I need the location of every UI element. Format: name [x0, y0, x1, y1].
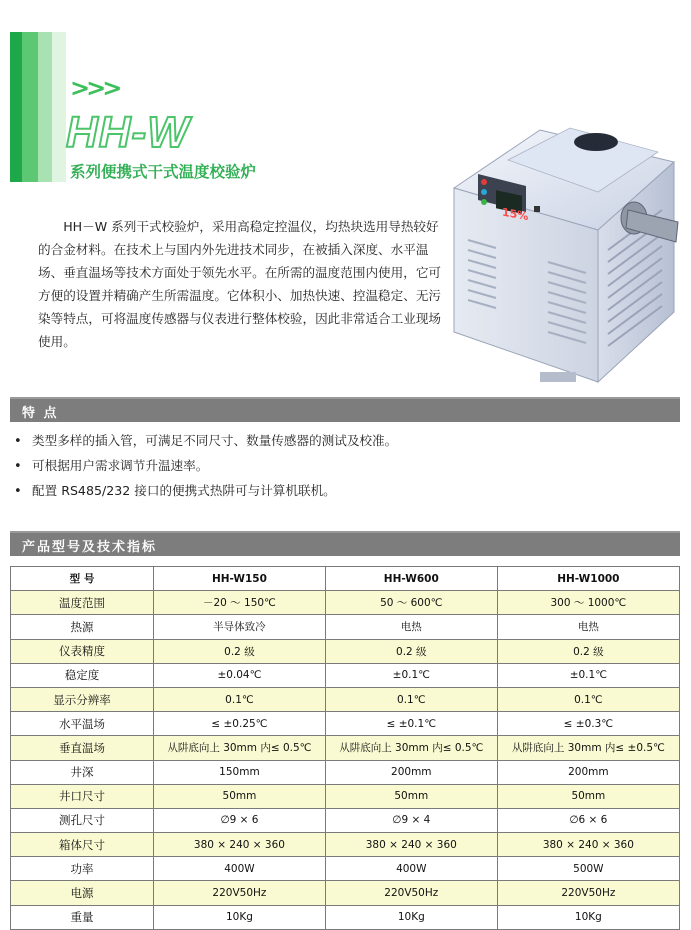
bar-3	[38, 32, 52, 182]
table-row	[11, 639, 680, 663]
table-row	[11, 687, 680, 711]
table-cell: 220V50Hz	[497, 881, 679, 905]
header-cell: HH-W600	[325, 567, 497, 591]
table-cell: 400W	[325, 857, 497, 881]
specs-header	[10, 533, 680, 556]
row-label: 电源	[11, 881, 154, 905]
table-row	[11, 881, 680, 905]
table-cell: 380 × 240 × 360	[497, 833, 679, 857]
table-row	[11, 591, 680, 615]
table-cell: 0.1℃	[325, 687, 497, 711]
table-cell: ≤ ±0.3℃	[497, 712, 679, 736]
table-cell: 0.2 级	[154, 639, 326, 663]
table-cell: 0.2 级	[325, 639, 497, 663]
page-subtitle: 系列便携式干式温度校验炉	[70, 163, 257, 181]
table-cell: ∅9 × 4	[325, 808, 497, 832]
row-label: 显示分辨率	[11, 687, 154, 711]
row-label: 水平温场	[11, 712, 154, 736]
table-cell: ±0.1℃	[497, 663, 679, 687]
table-cell: 380 × 240 × 360	[325, 833, 497, 857]
table-cell: ≤ ±0.25℃	[154, 712, 326, 736]
row-label: 热源	[11, 615, 154, 639]
table-row	[11, 857, 680, 881]
row-label: 温度范围	[11, 591, 154, 615]
table-cell: 50mm	[325, 784, 497, 808]
table-cell: 380 × 240 × 360	[154, 833, 326, 857]
table-cell: 50 ～ 600℃	[325, 591, 497, 615]
intro-text	[38, 215, 448, 353]
table-row	[11, 736, 680, 760]
row-label: 井深	[11, 760, 154, 784]
table-cell: 0.1℃	[154, 687, 326, 711]
header-cell: 型 号	[11, 567, 154, 591]
model-title: HH-W	[66, 108, 190, 157]
row-label: 测孔尺寸	[11, 808, 154, 832]
chevron-arrows: >>>	[70, 74, 119, 102]
controller-display: 15%	[502, 205, 529, 224]
table-cell: 电热	[497, 615, 679, 639]
well-opening	[574, 133, 618, 151]
bar-1	[10, 32, 22, 182]
table-header-row	[11, 567, 680, 591]
feature-item: • 可根据用户需求调节升温速率。	[14, 455, 397, 480]
table-row	[11, 833, 680, 857]
table-cell: 400W	[154, 857, 326, 881]
row-label: 仪表精度	[11, 639, 154, 663]
row-label: 井口尺寸	[11, 784, 154, 808]
table-row	[11, 784, 680, 808]
table-cell: 200mm	[325, 760, 497, 784]
table-cell: 0.2 级	[497, 639, 679, 663]
table-cell: 10Kg	[497, 905, 679, 929]
intro-paragraph: HH－W 系列干式校验炉，采用高稳定控温仪，均热块选用导热较好的合金材料。在技术上与国内外先进技术同步，在被插入深度、水平温场、垂直温场等技术方面处于领先水平。在所需的温度范围内使用，它可方便的设置并精确产生所需温度。它体积小、加热快速、控温稳定、无污染等特点，可将温度传感器与仪表进行整体校验，因此非常适合工业现场使用。	[38, 219, 441, 349]
row-label: 功率	[11, 857, 154, 881]
bar-4	[52, 32, 66, 182]
table-cell: 300 ～ 1000℃	[497, 591, 679, 615]
feature-item: • 配置 RS485/232 接口的便携式热阱可与计算机联机。	[14, 480, 397, 505]
features-list	[14, 430, 397, 505]
table-row	[11, 760, 680, 784]
table-cell: ±0.1℃	[325, 663, 497, 687]
table-cell: 220V50Hz	[154, 881, 326, 905]
decorative-bars	[10, 32, 70, 182]
table-cell: ≤ ±0.1℃	[325, 712, 497, 736]
table-cell: ∅9 × 6	[154, 808, 326, 832]
table-cell: 500W	[497, 857, 679, 881]
table-row	[11, 905, 680, 929]
table-cell: 10Kg	[325, 905, 497, 929]
header-cell: HH-W1000	[497, 567, 679, 591]
table-cell: 电热	[325, 615, 497, 639]
specs-title: 产品型号及技术指标	[22, 540, 158, 555]
header-cell: HH-W150	[154, 567, 326, 591]
table-cell: 50mm	[154, 784, 326, 808]
table-cell: 10Kg	[154, 905, 326, 929]
row-label: 垂直温场	[11, 736, 154, 760]
spec-table	[10, 566, 680, 930]
row-label: 重量	[11, 905, 154, 929]
row-label: 箱体尺寸	[11, 833, 154, 857]
table-row	[11, 663, 680, 687]
table-cell: 220V50Hz	[325, 881, 497, 905]
table-cell: 半导体致冷	[154, 615, 326, 639]
table-cell: －20 ～ 150℃	[154, 591, 326, 615]
features-title: 特 点	[22, 406, 59, 421]
table-cell: 150mm	[154, 760, 326, 784]
table-cell: 50mm	[497, 784, 679, 808]
table-cell: ∅6 × 6	[497, 808, 679, 832]
table-cell: 200mm	[497, 760, 679, 784]
table-row	[11, 615, 680, 639]
features-header	[10, 399, 680, 422]
table-cell: 从阱底向上 30mm 内≤ 0.5℃	[154, 736, 326, 760]
table-cell: ±0.04℃	[154, 663, 326, 687]
row-label: 稳定度	[11, 663, 154, 687]
table-row	[11, 712, 680, 736]
table-row	[11, 808, 680, 832]
table-cell: 从阱底向上 30mm 内≤ ±0.5℃	[497, 736, 679, 760]
table-cell: 0.1℃	[497, 687, 679, 711]
calibrator-device-image	[448, 100, 680, 395]
feature-item: • 类型多样的插入管，可满足不同尺寸、数量传感器的测试及校准。	[14, 430, 397, 455]
bar-2	[22, 32, 38, 182]
table-cell: 从阱底向上 30mm 内≤ 0.5℃	[325, 736, 497, 760]
